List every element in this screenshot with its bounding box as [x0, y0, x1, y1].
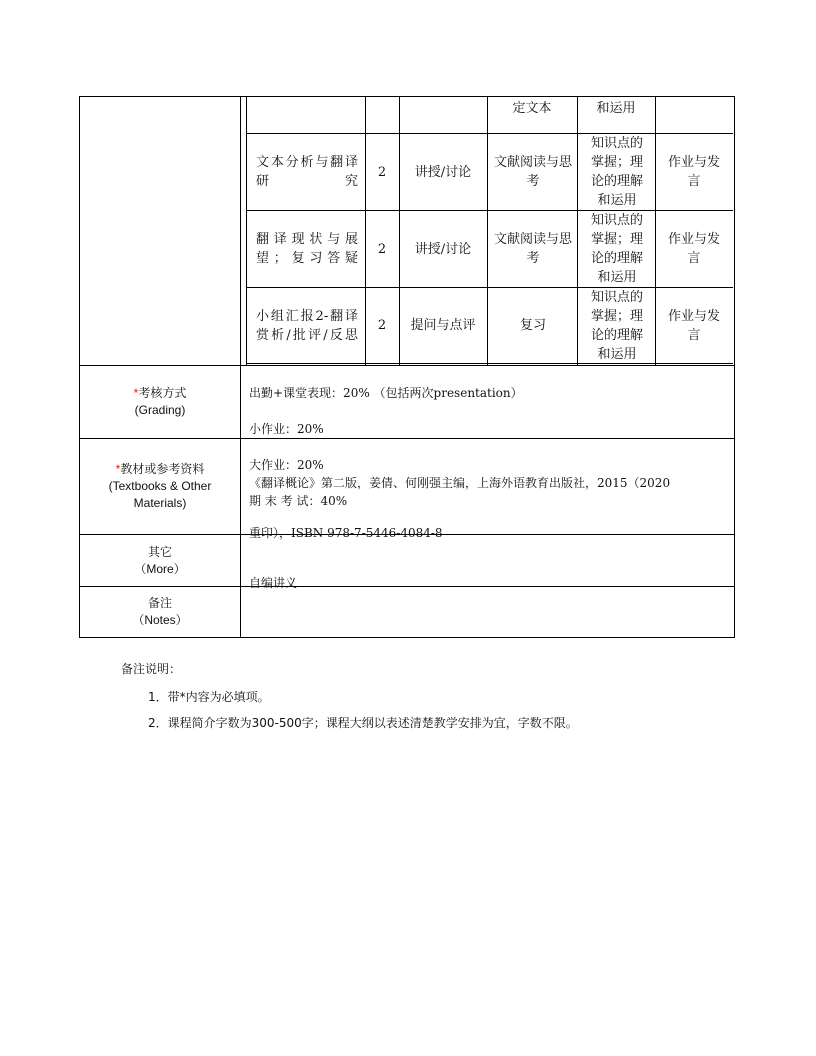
topic-cell: 文本分析与翻译研究 [256, 155, 358, 189]
divider [240, 365, 241, 637]
divider [246, 97, 247, 365]
topic-cell: 小组汇报2-翻译赏析/批评/反思 [256, 308, 358, 343]
hours-cell: 2 [377, 164, 387, 180]
divider [655, 97, 656, 365]
footnote-item: 2．课程简介字数为300-500字；课程大纲以表述清楚教学安排为宜，字数不限。 [148, 716, 578, 730]
divider [246, 363, 733, 364]
other-label-en: （More） [134, 561, 186, 576]
assessment-cell: 知识点的掌握；理论的理解和运用 [590, 289, 643, 362]
form-cell: 作业与发言 [667, 155, 720, 189]
assessment-cell: 和运用 [596, 100, 636, 116]
hours-cell: 2 [377, 318, 387, 333]
assessment-cell: 知识点的掌握；理论的理解和运用 [590, 213, 643, 285]
topic-cell: 翻译现状与展望；复习答疑 [256, 232, 358, 266]
grading-line: 出勤+课堂表现：20% （包括两次presentation） [249, 386, 523, 400]
divider [240, 97, 241, 365]
textbooks-label-en: (Textbooks & Other Materials) [108, 479, 212, 510]
other-label-cn: 其它 [147, 544, 172, 559]
textbooks-content [249, 446, 731, 621]
assignment-cell: 复习 [519, 318, 546, 333]
form-cell: 作业与发言 [667, 232, 720, 266]
footnote-title: 备注说明： [121, 662, 182, 676]
method-cell: 讲授/讨论 [414, 241, 472, 257]
grading-label-en: (Grading) [134, 403, 186, 417]
grading-line: 期 末 考 试：40% [249, 494, 348, 508]
grading-label [80, 366, 240, 438]
notes-label-en: （Notes） [132, 613, 188, 627]
textbooks-label-cn: 教材或参考资料 [120, 462, 205, 476]
footnote-item: 1．带*内容为必填项。 [148, 690, 270, 704]
textbooks-label [80, 439, 240, 534]
method-cell: 讲授/讨论 [414, 164, 472, 180]
assessment-cell: 知识点的掌握；理论的理解和运用 [590, 136, 643, 208]
hours-cell: 2 [377, 241, 387, 257]
grading-line: 大作业：20% [249, 458, 324, 472]
textbook-line: 《翻译概论》第二版，姜倩、何刚强主编，上海外语教育出版社，2015（2020 [249, 476, 671, 490]
other-label [80, 535, 240, 586]
assignment-cell: 文献阅读与思考 [493, 232, 572, 266]
assignment-cell: 文献阅读与思考 [493, 155, 572, 189]
textbook-line: 重印），ISBN 978-7-5446-4084-8 [249, 526, 443, 540]
required-star: * [133, 386, 139, 400]
grading-line: 小作业：20% [249, 422, 324, 436]
assignment-cell: 定文本 [512, 100, 552, 116]
textbook-line: 自编讲义 [249, 576, 298, 590]
divider [487, 97, 488, 365]
method-cell: 提问与点评 [410, 318, 476, 333]
notes-label [80, 587, 240, 637]
divider [577, 97, 578, 365]
required-star: * [115, 462, 121, 476]
grading-label-cn: 考核方式 [138, 386, 187, 400]
form-cell: 作业与发言 [667, 308, 720, 343]
syllabus-table [79, 96, 735, 638]
notes-label-cn: 备注 [147, 596, 172, 610]
